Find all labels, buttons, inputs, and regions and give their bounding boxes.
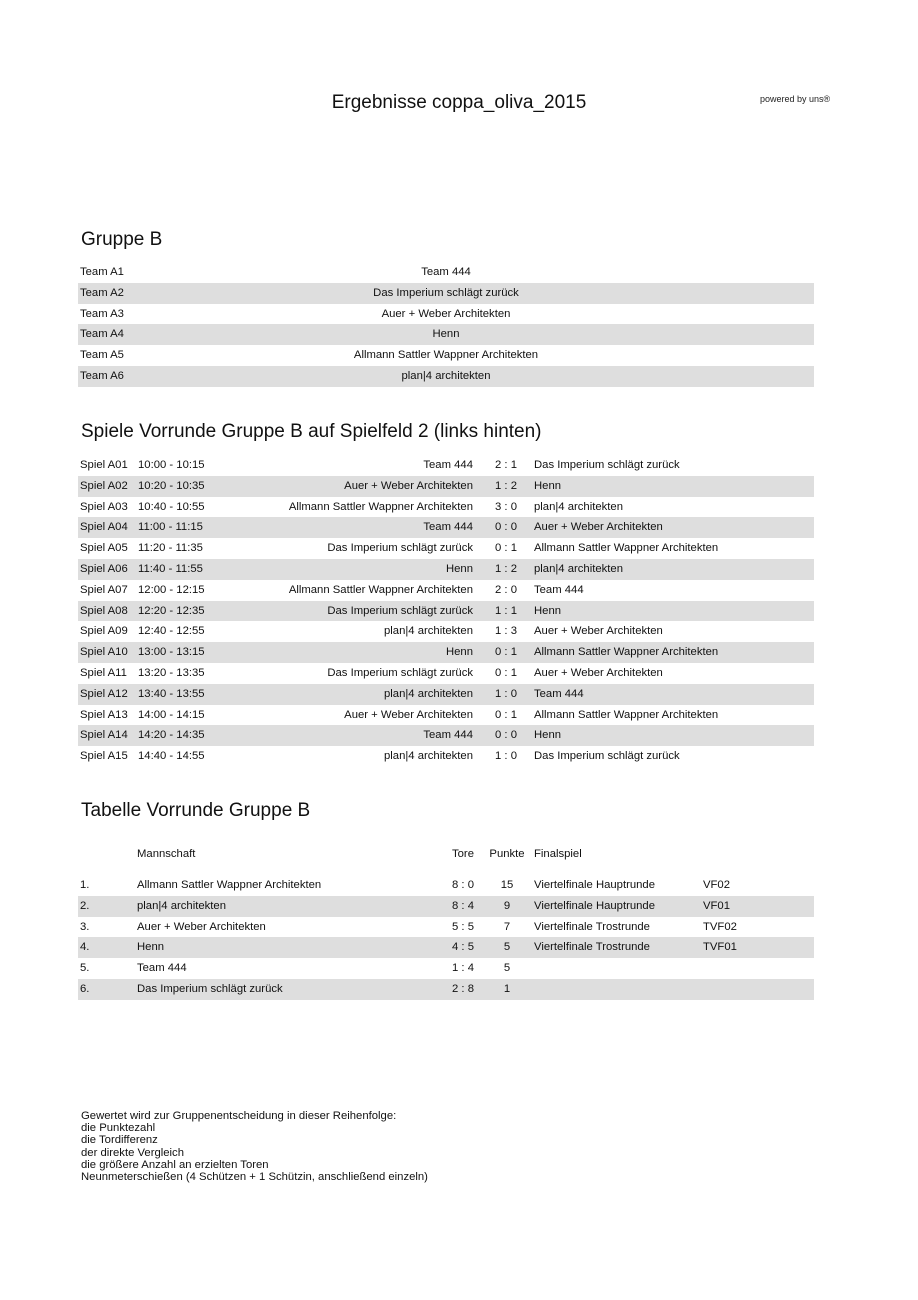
game-time: 13:00 - 13:15 (138, 646, 205, 659)
table-row (78, 958, 814, 979)
points: 7 (503, 920, 511, 933)
game-id: Spiel A07 (80, 583, 128, 596)
table-row (78, 324, 814, 345)
game-time: 12:20 - 12:35 (138, 604, 205, 617)
game-score: 0 : 0 (495, 521, 517, 534)
standings-heading: Tabelle Vorrunde Gruppe B (81, 800, 311, 821)
table-row (78, 559, 814, 580)
table-row (78, 684, 814, 705)
game-time: 11:40 - 11:55 (138, 562, 203, 575)
table-row (78, 345, 814, 366)
goals: 4 : 5 (452, 941, 474, 954)
game-score: 0 : 0 (495, 729, 517, 742)
points: 5 (503, 941, 511, 954)
game-time: 10:00 - 10:15 (138, 459, 205, 471)
table-row (78, 538, 814, 559)
away-team: Allmann Sattler Wappner Architekten (534, 708, 719, 721)
team-id: Team A4 (80, 328, 124, 341)
table-row (78, 262, 814, 283)
team-name: Auer + Weber Architekten (137, 920, 266, 933)
goals: 8 : 0 (452, 879, 474, 891)
table-row (78, 642, 814, 663)
team-name: Allmann Sattler Wappner Architekten (353, 349, 539, 362)
goals: 2 : 8 (452, 982, 474, 995)
team-name: Henn (432, 328, 460, 341)
game-id: Spiel A11 (80, 666, 127, 679)
away-team: plan|4 architekten (534, 500, 623, 513)
column-header-team: Mannschaft (137, 848, 196, 860)
group-heading: Gruppe B (81, 229, 163, 250)
final-code: VF01 (703, 899, 731, 912)
home-team: Auer + Weber Architekten (344, 479, 473, 492)
game-id: Spiel A05 (80, 542, 128, 555)
game-time: 11:20 - 11:35 (138, 542, 203, 555)
away-team: Auer + Weber Architekten (534, 666, 663, 679)
game-time: 14:20 - 14:35 (138, 729, 205, 742)
final-code: VF02 (703, 879, 731, 891)
table-header-row (78, 842, 814, 866)
team-name: Das Imperium schlägt zurück (137, 982, 283, 995)
home-team: Henn (445, 562, 473, 575)
game-time: 10:20 - 10:35 (138, 479, 205, 492)
final-code: TVF01 (703, 941, 737, 954)
table-row (78, 875, 814, 896)
game-id: Spiel A03 (80, 500, 128, 513)
away-team: Auer + Weber Architekten (534, 521, 663, 534)
points: 9 (503, 899, 511, 912)
game-id: Spiel A14 (80, 729, 128, 742)
game-id: Spiel A10 (80, 646, 128, 659)
table-row (78, 937, 814, 958)
home-team: Team 444 (423, 521, 473, 534)
away-team: Henn (534, 479, 562, 492)
table-row (78, 917, 814, 938)
final-game: Viertelfinale Hauptrunde (534, 879, 656, 891)
games-table (78, 455, 814, 767)
table-row (78, 517, 814, 538)
ranking-rules-note (81, 1110, 428, 1183)
game-time: 14:00 - 14:15 (138, 708, 205, 721)
game-id: Spiel A01 (80, 459, 128, 471)
teams-table (78, 262, 814, 387)
rank: 2. (80, 899, 90, 912)
rules-line: die größere Anzahl an erzielten Toren (81, 1158, 269, 1171)
rank: 5. (80, 962, 90, 975)
game-score: 1 : 3 (495, 625, 517, 638)
game-id: Spiel A09 (80, 625, 128, 638)
table-row (78, 455, 814, 476)
team-name: Allmann Sattler Wappner Architekten (137, 879, 322, 891)
table-row (78, 476, 814, 497)
points: 5 (503, 962, 511, 975)
team-name: Auer + Weber Architekten (381, 307, 511, 320)
home-team: Allmann Sattler Wappner Architekten (288, 500, 473, 513)
away-team: Allmann Sattler Wappner Architekten (534, 542, 719, 555)
points: 1 (503, 982, 511, 995)
page-title: Ergebnisse coppa_oliva_2015 (331, 92, 587, 113)
rules-line: der direkte Vergleich (81, 1146, 184, 1159)
home-team: plan|4 architekten (384, 750, 473, 763)
team-name: Das Imperium schlägt zurück (373, 286, 519, 299)
away-team: Das Imperium schlägt zurück (534, 750, 680, 763)
home-team: Allmann Sattler Wappner Architekten (288, 583, 473, 596)
team-name: Henn (137, 941, 165, 954)
rules-line: die Tordifferenz (81, 1134, 158, 1147)
game-score: 1 : 2 (495, 479, 517, 492)
home-team: Team 444 (423, 729, 473, 742)
away-team: Das Imperium schlägt zurück (534, 459, 680, 471)
home-team: Team 444 (423, 459, 473, 471)
team-name: Team 444 (421, 266, 471, 278)
table-row (78, 725, 814, 746)
game-time: 12:40 - 12:55 (138, 625, 205, 638)
goals: 8 : 4 (452, 899, 474, 912)
team-id: Team A6 (80, 369, 124, 382)
game-score: 0 : 1 (495, 646, 517, 659)
game-time: 12:00 - 12:15 (138, 583, 205, 596)
games-heading: Spiele Vorrunde Gruppe B auf Spielfeld 2 (links hinten) (81, 421, 542, 442)
game-time: 14:40 - 14:55 (138, 750, 205, 763)
team-id: Team A3 (80, 307, 124, 320)
game-id: Spiel A13 (80, 708, 128, 721)
home-team: Das Imperium schlägt zurück (327, 604, 473, 617)
game-score: 0 : 1 (495, 542, 517, 555)
goals: 1 : 4 (452, 962, 474, 975)
game-id: Spiel A06 (80, 562, 128, 575)
rank: 1. (80, 879, 90, 891)
away-team: plan|4 architekten (534, 562, 623, 575)
game-time: 13:40 - 13:55 (138, 687, 205, 700)
home-team: plan|4 architekten (384, 625, 473, 638)
home-team: Das Imperium schlägt zurück (327, 542, 473, 555)
game-score: 2 : 0 (495, 583, 517, 596)
game-score: 1 : 0 (495, 750, 517, 763)
table-row (78, 304, 814, 325)
game-id: Spiel A12 (80, 687, 128, 700)
home-team: plan|4 architekten (384, 687, 473, 700)
game-score: 1 : 0 (495, 687, 517, 700)
away-team: Auer + Weber Architekten (534, 625, 663, 638)
game-score: 1 : 1 (495, 604, 517, 617)
away-team: Henn (534, 729, 562, 742)
game-id: Spiel A15 (80, 750, 128, 763)
final-game: Viertelfinale Trostrunde (534, 941, 650, 954)
powered-by-label: powered by uns® (760, 94, 831, 104)
goals: 5 : 5 (452, 920, 474, 933)
game-score: 0 : 1 (495, 666, 517, 679)
game-score: 3 : 0 (495, 500, 517, 513)
game-id: Spiel A02 (80, 479, 128, 492)
away-team: Team 444 (534, 687, 584, 700)
table-row (78, 366, 814, 387)
points: 15 (500, 879, 514, 891)
home-team: Auer + Weber Architekten (344, 708, 473, 721)
table-row (78, 497, 814, 518)
home-team: Das Imperium schlägt zurück (327, 666, 473, 679)
away-team: Henn (534, 604, 562, 617)
rank: 4. (80, 941, 90, 954)
column-header-punkte: Punkte (489, 848, 525, 860)
game-id: Spiel A08 (80, 604, 128, 617)
table-row (78, 601, 814, 622)
final-code: TVF02 (703, 920, 737, 933)
table-row (78, 896, 814, 917)
table-row (78, 663, 814, 684)
standings-table (78, 842, 814, 1000)
rank: 3. (80, 920, 90, 933)
home-team: Henn (445, 646, 473, 659)
team-id: Team A5 (80, 349, 124, 362)
table-row (78, 580, 814, 601)
rules-line: Neunmeterschießen (4 Schützen + 1 Schützin, anschließend einzeln) (81, 1171, 428, 1184)
rules-line: Gewertet wird zur Gruppenentscheidung in dieser Reihenfolge: (81, 1110, 397, 1122)
table-row (78, 979, 814, 1000)
team-id: Team A2 (80, 286, 124, 299)
team-name: Team 444 (137, 962, 187, 975)
rank: 6. (80, 982, 90, 995)
team-name: plan|4 architekten (401, 369, 491, 382)
team-name: plan|4 architekten (137, 899, 226, 912)
table-row (78, 746, 814, 767)
away-team: Team 444 (534, 583, 584, 596)
game-score: 2 : 1 (495, 459, 517, 471)
column-header-tore: Tore (452, 848, 474, 860)
table-row (78, 621, 814, 642)
game-score: 1 : 2 (495, 562, 517, 575)
table-row (78, 283, 814, 304)
game-time: 13:20 - 13:35 (138, 666, 205, 679)
game-score: 0 : 1 (495, 708, 517, 721)
column-header-finalspiel: Finalspiel (534, 848, 582, 860)
game-time: 10:40 - 10:55 (138, 500, 205, 513)
team-id: Team A1 (80, 266, 124, 278)
game-id: Spiel A04 (80, 521, 128, 534)
game-time: 11:00 - 11:15 (138, 521, 203, 534)
away-team: Allmann Sattler Wappner Architekten (534, 646, 719, 659)
rules-line: die Punktezahl (81, 1122, 156, 1135)
final-game: Viertelfinale Trostrunde (534, 920, 650, 933)
final-game: Viertelfinale Hauptrunde (534, 899, 656, 912)
table-row (78, 705, 814, 726)
